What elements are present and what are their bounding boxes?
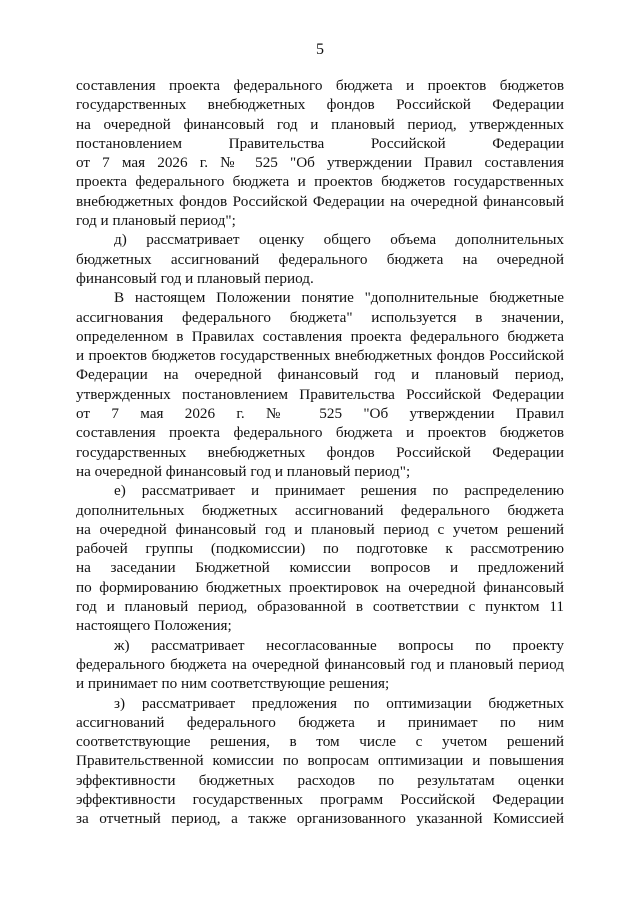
text-line: ассигнования федерального бюджета" используется в значении, [76,308,564,326]
text-line: дополнительных бюджетных ассигнований федерального бюджета [76,501,564,519]
text-line: государственных внебюджетных фондов Российской Федерации [76,443,564,461]
text-line: эффективности государственных программ Российской Федерации [76,790,564,808]
text-line: з) рассматривает предложения по оптимизации бюджетных [114,694,564,712]
text-line: на заседании Бюджетной комиссии вопросов и предложений [76,559,564,577]
page-number: 5 [316,41,324,58]
text-line: по формированию бюджетных проектировок на очередной финансовый [76,578,564,596]
document-body [76,76,564,829]
text-line: федерального бюджета на очередной финансовый год и плановый период [76,655,564,673]
text-line: Правительственной комиссии по вопросам оптимизации и повышения [76,752,564,770]
text-line: постановлением Правительства Российской Федерации [76,134,564,152]
text-line: составления проекта федерального бюджета и проектов бюджетов [76,77,564,94]
text-line: от 7 мая 2026 г. № 525 "Об утверждении Правил [76,405,564,423]
text-line: на очередной финансовый год и плановый период"; [76,462,411,480]
text-line: соответствующие решения, в том числе с учетом решений [76,733,564,751]
text-line: государственных внебюджетных фондов Российской Федерации [76,96,564,114]
text-line: год и плановый период, образованной в соответствии с пунктом 11 [76,598,564,616]
text-line: составления проекта федерального бюджета и проектов бюджетов [76,424,564,442]
text-line: рабочей группы (подкомиссии) по подготовке к рассмотрению [76,540,564,558]
text-line: Федерации на очередной финансовый год и плановый период, [76,366,564,384]
text-line: финансовый год и плановый период. [76,269,314,287]
text-line: настоящего Положения; [76,617,232,635]
text-line: за отчетный период, а также организованного указанной Комиссией [76,810,564,828]
text-line: год и плановый период"; [76,212,236,230]
text-line: эффективности бюджетных расходов по результатам оценки [76,771,564,789]
text-line: на очередной финансовый год и плановый период с учетом решений [76,520,564,538]
text-line: внебюджетных фондов Российской Федерации на очередной финансовый [76,192,564,210]
text-line: на очередной финансовый год и плановый период, утвержденных [76,115,564,133]
text-line: ассигнований федерального бюджета и принимает по ним [76,713,564,731]
text-line: д) рассматривает оценку общего объема дополнительных [114,231,564,249]
text-line: бюджетных ассигнований федерального бюджета на очередной [76,250,564,268]
text-line: определенном в Правилах составления проекта федерального бюджета [76,327,564,345]
text-line: и принимает по ним соответствующие решения; [76,675,390,693]
text-line: проекта федерального бюджета и проектов бюджетов государственных [76,173,564,191]
text-line: В настоящем Положении понятие "дополнительные бюджетные [114,289,564,307]
text-line: ж) рассматривает несогласованные вопросы по проекту [114,636,564,654]
text-line: и проектов бюджетов государственных внебюджетных фондов Российской [76,347,564,365]
text-line: утвержденных постановлением Правительства Российской Федерации [76,385,564,403]
text-line: от 7 мая 2026 г. № 525 "Об утверждении Правил составления [76,154,564,172]
text-line: е) рассматривает и принимает решения по распределению [114,482,564,500]
